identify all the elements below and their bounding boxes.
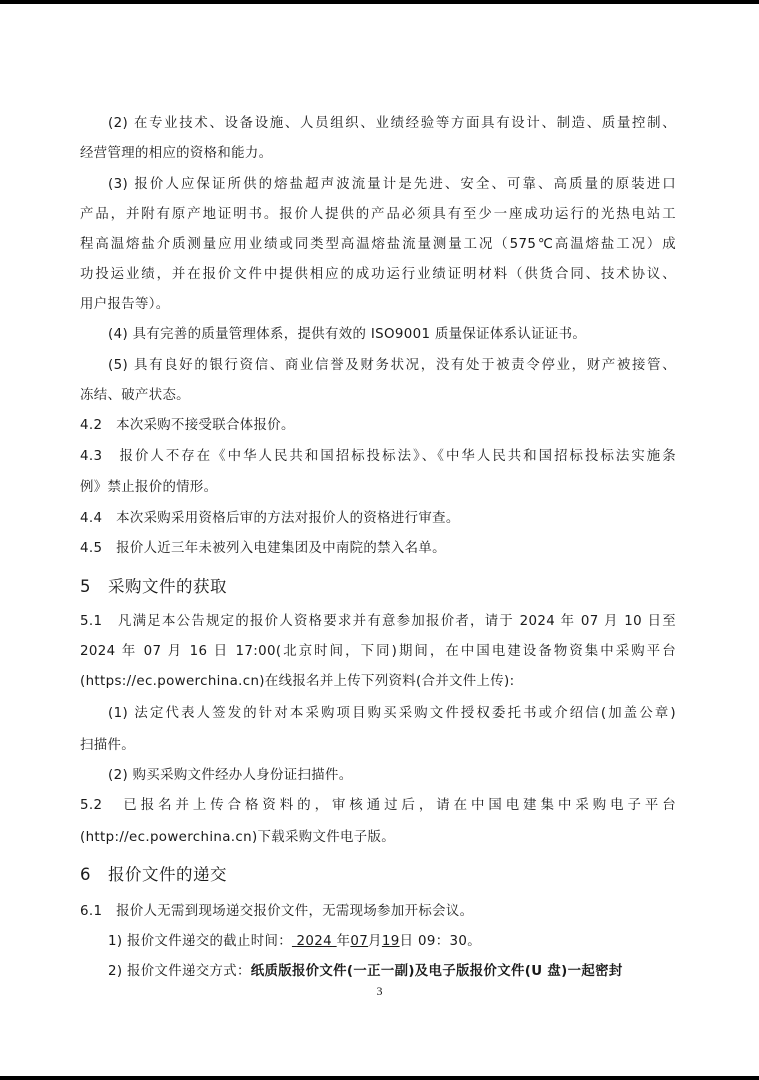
paragraph-5-line-2: 冻结、破产状态。 bbox=[80, 388, 190, 403]
section-5-1-line-3: (https://ec.powerchina.cn)在线报名并上传下列资料(合并文件上传): bbox=[80, 674, 515, 689]
section-5-2-line-1: 5.2 已报名并上传合格资料的，审核通过后，请在中国电建集中采购电子平台 bbox=[80, 798, 676, 813]
paragraph-2-line-1: (2) 在专业技术、设备设施、人员组织、业绩经验等方面具有设计、制造、质量控制、 bbox=[108, 116, 676, 131]
section-5-1-line-1: 5.1 凡满足本公告规定的报价人资格要求并有意参加报价者，请于 2024 年 07 月 10 日至 bbox=[80, 614, 676, 629]
section-4-4: 4.4 本次采购采用资格后审的方法对报价人的资格进行审查。 bbox=[80, 511, 460, 526]
deadline-month: 07 bbox=[350, 934, 369, 949]
section-6-1: 6.1 报价人无需到现场递交报价文件，无需现场参加开标会议。 bbox=[80, 904, 474, 919]
section-4-2: 4.2 本次采购不接受联合体报价。 bbox=[80, 418, 295, 433]
heading-section-6: 6 报价文件的递交 bbox=[80, 865, 227, 884]
paragraph-5-line-1: (5) 具有良好的银行资信、商业信誉及财务状况，没有处于被责令停业，财产被接管、 bbox=[108, 358, 676, 373]
deadline-time: 09：30。 bbox=[418, 934, 481, 949]
deadline-year: 2024 bbox=[296, 934, 333, 949]
item-5-1-2: (2) 购买采购文件经办人身份证扫描件。 bbox=[108, 768, 353, 783]
section-4-5: 4.5 报价人近三年未被列入电建集团及中南院的禁入名单。 bbox=[80, 541, 446, 556]
paragraph-2-line-2: 经营管理的相应的资格和能力。 bbox=[80, 146, 273, 161]
section-4-3-line-1: 4.3 报价人不存在《中华人民共和国招标投标法》、《中华人民共和国招标投标法实施条 bbox=[80, 449, 676, 464]
top-border bbox=[0, 0, 759, 4]
section-5-1-line-2: 2024 年 07 月 16 日 17:00(北京时间，下同)期间，在中国电建设备物资集中采购平台 bbox=[80, 644, 676, 659]
paragraph-3-line-5: 用户报告等）。 bbox=[80, 297, 170, 312]
item-5-1-1-line-2: 扫描件。 bbox=[80, 738, 135, 753]
deadline-month-unit: 月 bbox=[368, 934, 382, 949]
page-number: 3 bbox=[376, 984, 383, 998]
section-5-2-line-2: (http://ec.powerchina.cn)下载采购文件电子版。 bbox=[80, 830, 395, 845]
paragraph-3-line-2: 产品，并附有原产地证明书。报价人提供的产品必须具有至少一座成功运行的光热电站工 bbox=[80, 207, 676, 222]
deadline-line bbox=[108, 933, 676, 951]
bottom-border bbox=[0, 1076, 759, 1080]
deadline-day-unit: 日 bbox=[399, 934, 414, 949]
submission-method-line bbox=[108, 963, 676, 981]
deadline-day: 19 bbox=[381, 934, 400, 949]
deadline-label: 1) 报价文件递交的截止时间： bbox=[108, 934, 292, 949]
paragraph-3-line-4: 功投运业绩，并在报价文件中提供相应的成功运行业绩证明材料（供货合同、技术协议、 bbox=[80, 267, 676, 282]
submission-method-text: 纸质版报价文件(一正一副)及电子版报价文件(U 盘)一起密封 bbox=[250, 964, 623, 979]
paragraph-3-line-1: (3) 报价人应保证所供的熔盐超声波流量计是先进、安全、可靠、高质量的原装进口 bbox=[108, 177, 676, 192]
item-5-1-1-line-1: (1) 法定代表人签发的针对本采购项目购买采购文件授权委托书或介绍信(加盖公章) bbox=[108, 706, 676, 721]
deadline-year-unit: 年 bbox=[336, 934, 351, 949]
submission-method-label: 2) 报价文件递交方式： bbox=[108, 964, 251, 979]
section-4-3-line-2: 例》禁止报价的情形。 bbox=[80, 480, 218, 495]
paragraph-4: (4) 具有完善的质量管理体系，提供有效的 ISO9001 质量保证体系认证证书。 bbox=[108, 327, 587, 342]
paragraph-3-line-3: 程高温熔盐介质测量应用业绩或同类型高温熔盐流量测量工况（575℃高温熔盐工况）成 bbox=[80, 237, 676, 252]
heading-section-5: 5 采购文件的获取 bbox=[80, 577, 227, 596]
